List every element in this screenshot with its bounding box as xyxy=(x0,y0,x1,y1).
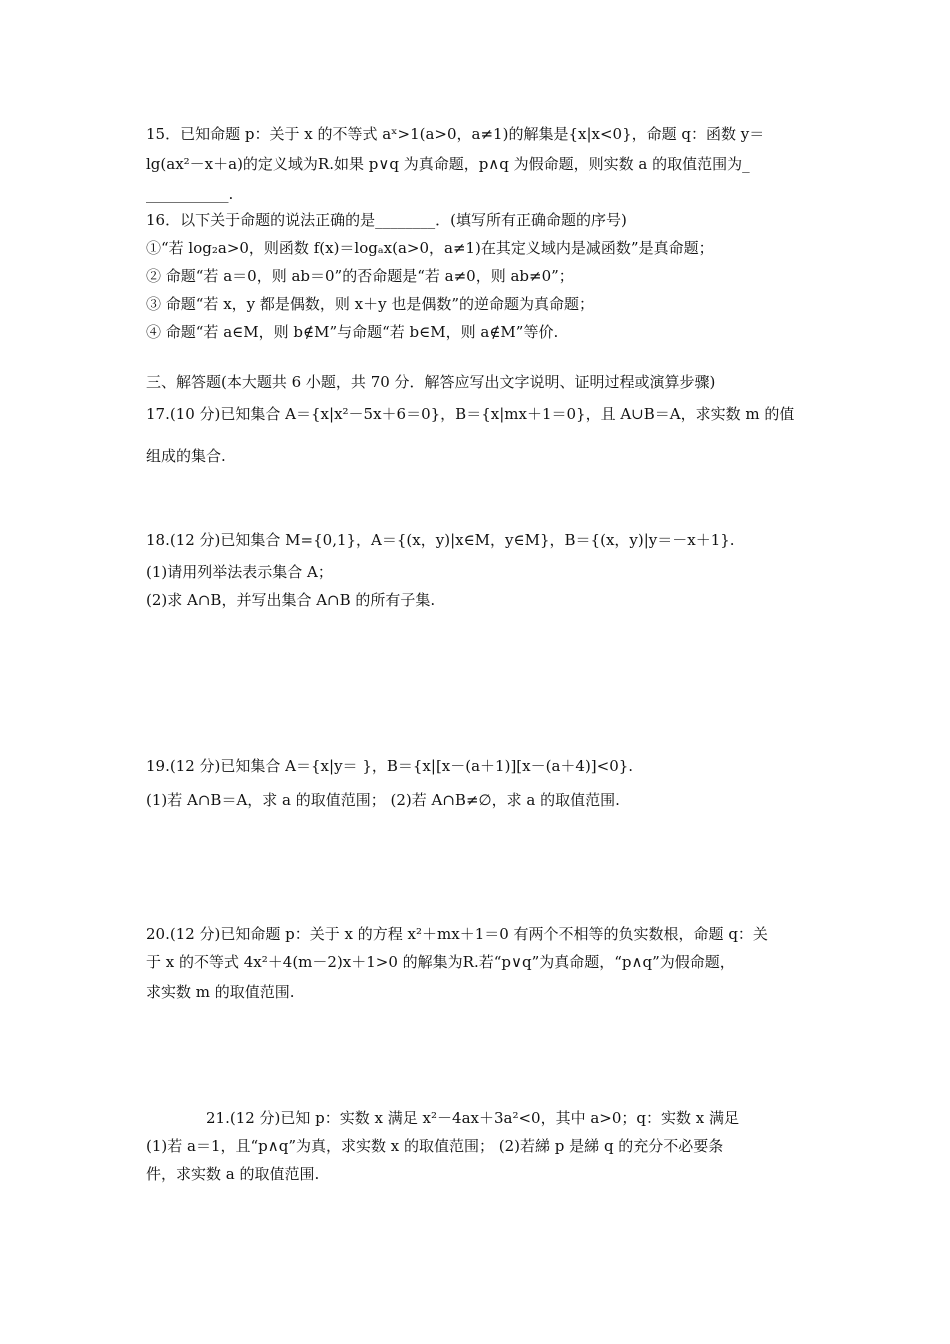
q15-line-1: 15．已知命题 p：关于 x 的不等式 aˣ>1(a>0，a≠1)的解集是{x|x<0}，命题 q：函数 y＝ xyxy=(146,125,765,143)
q21-line-2: (1)若 a＝1，且“p∧q”为真，求实数 x 的取值范围； (2)若綈 p 是綈 q 的充分不必要条 xyxy=(146,1137,724,1155)
q17-line-1: 17.(10 分)已知集合 A＝{x|x²－5x＋6＝0}，B＝{x|mx＋1＝0}，且 A∪B＝A，求实数 m 的值 xyxy=(146,405,795,423)
q18-line-1: 18.(12 分)已知集合 M={0,1}，A＝{(x，y)|x∈M，y∈M}，B＝{(x，y)|y＝－x＋1}. xyxy=(146,531,735,549)
q16-stem: 16．以下关于命题的说法正确的是________．(填写所有正确命题的序号) xyxy=(146,211,627,229)
q20-line-2: 于 x 的不等式 4x²＋4(m－2)x＋1>0 的解集为R.若“p∨q”为真命题，“p∧q”为假命题， xyxy=(146,953,735,971)
q17-line-2: 组成的集合. xyxy=(146,447,226,465)
q21-line-1: 21.(12 分)已知 p：实数 x 满足 x²－4ax＋3a²<0，其中 a>0；q：实数 x 满足 xyxy=(206,1109,740,1127)
q18-part-1: (1)请用列举法表示集合 A； xyxy=(146,563,333,581)
q19-line-2: (1)若 A∩B＝A，求 a 的取值范围； (2)若 A∩B≠∅，求 a 的取值范围. xyxy=(146,791,620,809)
q16-option-2: ② 命题“若 a＝0，则 ab＝0”的否命题是“若 a≠0，则 ab≠0”； xyxy=(146,267,574,285)
q16-option-4: ④ 命题“若 a∈M，则 b∉M”与命题“若 b∈M，则 a∉M”等价. xyxy=(146,323,559,341)
q15-line-3: ___________. xyxy=(146,185,234,203)
q20-line-1: 20.(12 分)已知命题 p：关于 x 的方程 x²＋mx＋1＝0 有两个不相等的负实数根，命题 q：关 xyxy=(146,925,768,943)
q21-line-3: 件，求实数 a 的取值范围. xyxy=(146,1165,320,1183)
section-3-heading: 三、解答题(本大题共 6 小题，共 70 分．解答应写出文字说明、证明过程或演算步骤) xyxy=(146,373,716,391)
q16-option-3: ③ 命题“若 x，y 都是偶数，则 x＋y 也是偶数”的逆命题为真命题； xyxy=(146,295,595,313)
q20-line-3: 求实数 m 的取值范围. xyxy=(146,983,295,1001)
q16-option-1: ①“若 log₂a>0，则函数 f(x)＝logₐx(a>0，a≠1)在其定义域内是减函数”是真命题； xyxy=(146,239,714,257)
q15-line-2: lg(ax²－x＋a)的定义域为R.如果 p∨q 为真命题，p∧q 为假命题，则实数 a 的取值范围为_ xyxy=(146,155,750,173)
q19-line-1: 19.(12 分)已知集合 A＝{x|y＝ }，B＝{x|[x－(a＋1)][x－(a＋4)]<0}. xyxy=(146,757,634,775)
q18-part-2: (2)求 A∩B，并写出集合 A∩B 的所有子集. xyxy=(146,591,436,609)
